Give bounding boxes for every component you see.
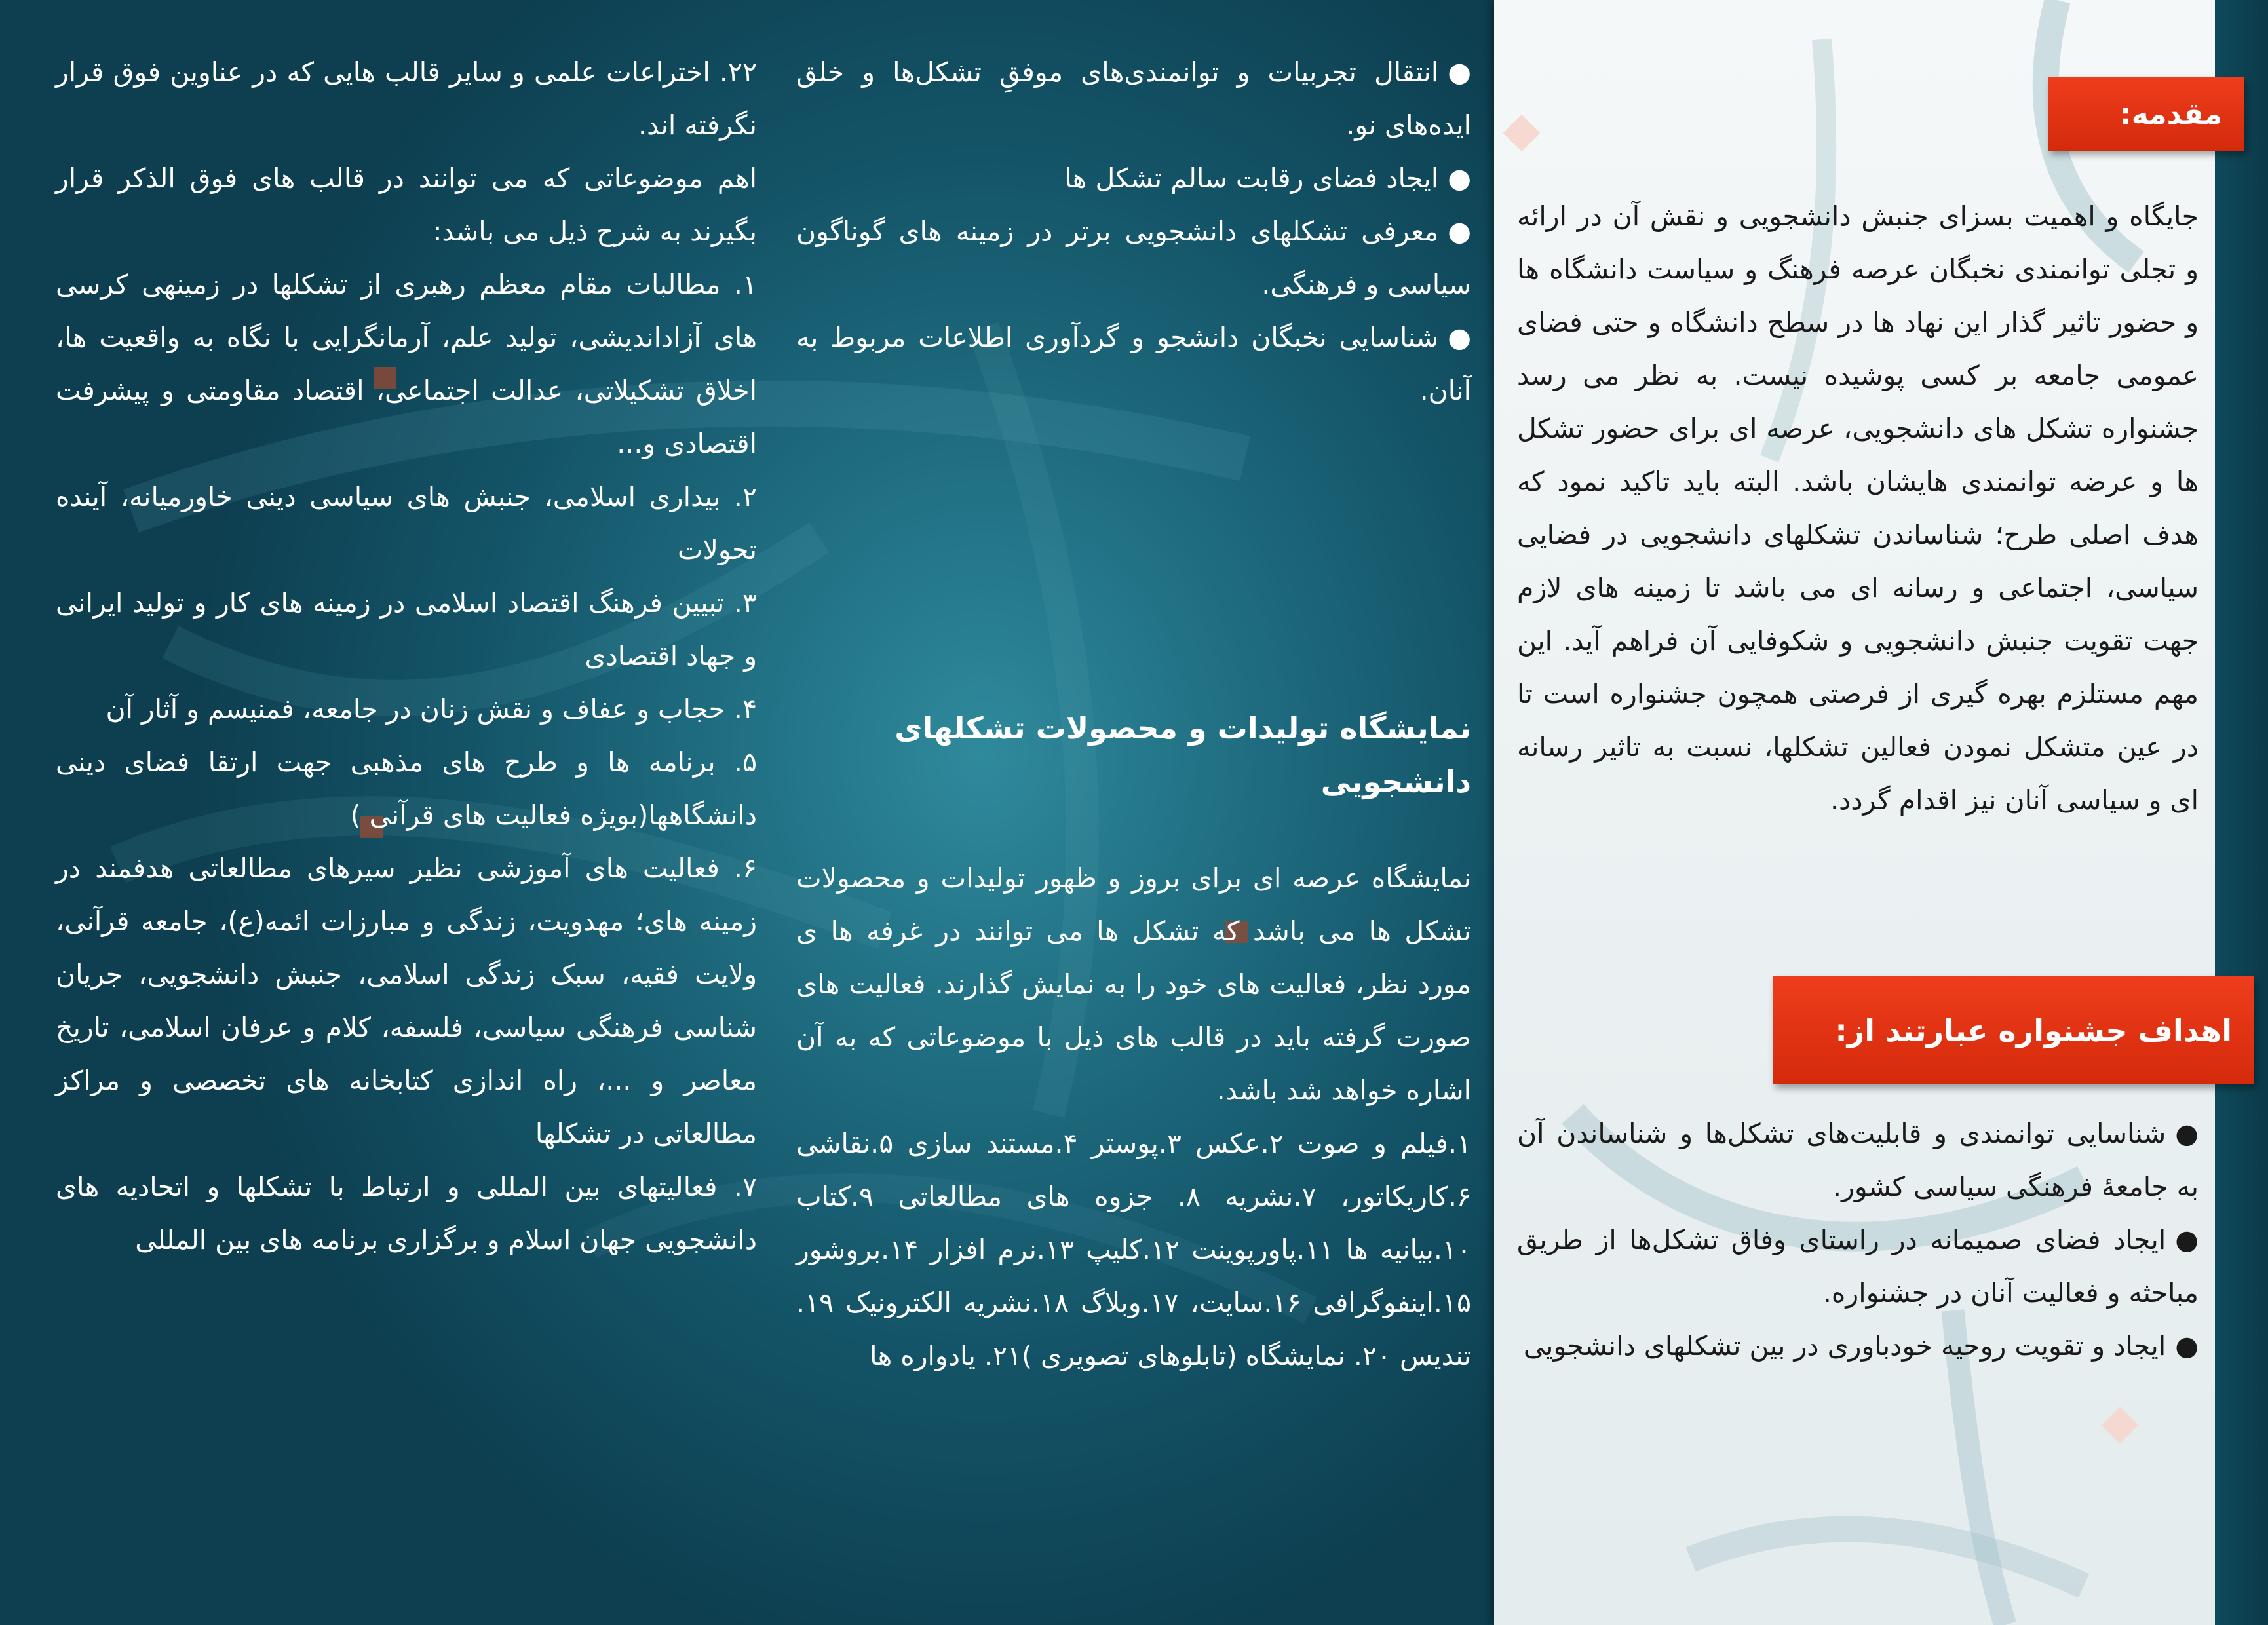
topic-item: ۶. فعالیت های آموزشی نظیر سیرهای مطالعاتی هدفمند در زمینه های؛ مهدویت، زندگی و مبارزات ائمه(ع)، جامعه قرآنی، ولایت فقیه، سبک زندگی اسلامی، جنبش دانشجویی، جریان شناسی فرهنگی سیاسی، فلسفه، کلام و عرفان اسلامی، تاریخ معاصر و ...، راه اندازی کتابخانه های تخصصی و مراکز مطالعاتی در تشکلها [56, 852, 757, 1149]
bullet-icon: ● [2175, 1330, 2199, 1362]
formats-paragraph: ۱.فیلم و صوت ۲.عکس ۳.پوستر ۴.مستند سازی ۵.نقاشی ۶.کاریکاتور، ۷.نشریه ۸. جزوه های مطالعاتی ۹.کتاب ۱۰.بیانیه ها ۱۱.پاورپوینت ۱۲.کلیپ ۱۳.نرم افزار ۱۴.بروشور ۱۵.اینفوگرافی ۱۶.سایت، ۱۷.وبلاگ ۱۸.نشریه الکترونیک ۱۹. تندیس ۲۰. نمایشگاه (تابلوهای تصویری )۲۱. یادواره ها [796, 1128, 1472, 1371]
bullet-icon: ● [1448, 162, 1471, 194]
middle-bullet-item [796, 311, 1471, 417]
goal-item-text: ایجاد فضای صمیمانه در راستای وفاق تشکل‌ها از طریق مباحثه و فعالیت آنان در جشنواره. [1517, 1224, 2199, 1309]
topic-item: ۱. مطالبات مقام معظم رهبری از تشکلها در زمینهی کرسی های آزاداندیشی، تولید علم، آرمانگرایی با نگاه به واقعیت ها، اخلاق تشکیلاتی، عدالت اجتماعی، اقتصاد مقاومتی و پیشرفت اقتصادی و... [56, 269, 757, 459]
bullet-icon: ● [2175, 1118, 2199, 1149]
goal-item [1517, 1320, 2199, 1373]
middle-bullets [796, 46, 1471, 417]
exhibition-body [796, 852, 1471, 1383]
goal-item-text: شناسایی توانمندی و قابلیت‌های تشکل‌ها و شناساندن آن به جامعۀ فرهنگی سیاسی کشور. [1517, 1118, 2199, 1202]
goal-item [1517, 1214, 2199, 1320]
goal-item-text: ایجاد و تقویت روحیه خودباوری در بین تشکلهای دانشجویی [1523, 1330, 2166, 1362]
exhibition-paragraph: نمایشگاه عرصه ای برای بروز و ظهور تولیدات و محصولات تشکل ها می باشد که تشکل ها می توانند در غرفه ها ی مورد نظر، فعالیت های خود را به نمایش گذارند. فعالیت های صورت گرفته باید در قالب های ذیل با موضوعاتی که به آن اشاره خواهد شد باشد. [796, 862, 1471, 1106]
topics-list [56, 46, 757, 1267]
intro-text [1517, 190, 2199, 827]
bullet-icon: ● [1448, 56, 1471, 88]
intro-banner-label: مقدمه: [2120, 97, 2222, 131]
exhibition-heading-text: نمایشگاه تولیدات و محصولات تشکلهای دانشجویی [894, 710, 1471, 799]
topic-item: اهم موضوعاتی که می توانند در قالب های فوق الذکر قرار بگیرند به شرح ذیل می باشد: [56, 162, 757, 247]
topic-item: ۲. بیداری اسلامی، جنبش های سیاسی دینی خاورمیانه، آینده تحولات [56, 481, 757, 565]
topic-item: ۲۲. اختراعات علمی و سایر قالب هایی که در عناوین فوق قرار نگرفته اند. [56, 56, 757, 141]
goals-banner-label: اهداف جشنواره عبارتند از: [1835, 1012, 2232, 1048]
middle-bullet-text: انتقال تجربیات و توانمندی‌های موفقِ تشکل‌ها و خلق ایده‌های نو. [796, 56, 1471, 141]
middle-bullet-item [796, 205, 1471, 311]
topic-item: ۴. حجاب و عفاف و نقش زنان در جامعه، فمنیسم و آثار آن [106, 693, 757, 725]
exhibition-heading [796, 701, 1471, 809]
topic-item: ۵. برنامه ها و طرح های مذهبی جهت ارتقا فضای دینی دانشگاهها(بویژه فعالیت های قرآنی ) [56, 746, 757, 831]
intro-banner [2048, 77, 2244, 151]
middle-bullet-text: معرفی تشکلهای دانشجویی برتر در زمینه های گوناگون سیاسی و فرهنگی. [796, 216, 1471, 300]
middle-bullet-text: ایجاد فضای رقابت سالم تشکل ها [1064, 162, 1439, 194]
middle-bullet-text: شناسایی نخبگان دانشجو و گردآوری اطلاعات مربوط به آنان. [796, 322, 1471, 406]
middle-bullet-item [796, 152, 1471, 205]
bullet-icon: ● [2175, 1224, 2199, 1255]
bullet-icon: ● [1448, 216, 1471, 247]
topic-item: ۳. تبیین فرهنگ اقتصاد اسلامی در زمینه های کار و تولید ایرانی و جهاد اقتصادی [56, 587, 757, 672]
topic-item: ۷. فعالیتهای بین المللی و ارتباط با تشکلها و اتحادیه های دانشجویی جهان اسلام و برگزاری برنامه های بین المللی [56, 1171, 757, 1255]
intro-paragraph: جایگاه و اهمیت بسزای جنبش دانشجویی و نقش آن در ارائه و تجلی توانمندی نخبگان عرصه فرهنگ و سیاست دانشگاه ها و حضور تاثیر گذار این نهاد ها در سطح دانشگاه و حتی فضای عمومی جامعه بر کسی پوشیده نیست. به نظر می رسد جشنواره تشکل های دانشجویی، عرصه ای برای حضور تشکل ها و عرضه توانمندی هایشان باشد. البته باید تاکید نمود که هدف اصلی طرح؛ شناساندن تشکلهای دانشجویی در فضایی سیاسی، اجتماعی و رسانه ای می باشد تا زمینه های لازم جهت تقویت جنبش دانشجویی و شکوفایی آن فراهم آید. این مهم مستلزم بهره گیری از فرصتی همچون جشنواره است تا در عین متشکل نمودن فعالین تشکلها، نسبت به تاثیر رسانه ای و سیاسی آنان نیز اقدام گردد. [1517, 201, 2199, 816]
goals-banner [1773, 976, 2254, 1084]
goal-item [1517, 1107, 2199, 1214]
right-edge-strip [2215, 0, 2268, 1625]
bullet-icon: ● [1448, 322, 1471, 353]
goals-list [1517, 1107, 2199, 1373]
middle-bullet-item [796, 46, 1471, 152]
